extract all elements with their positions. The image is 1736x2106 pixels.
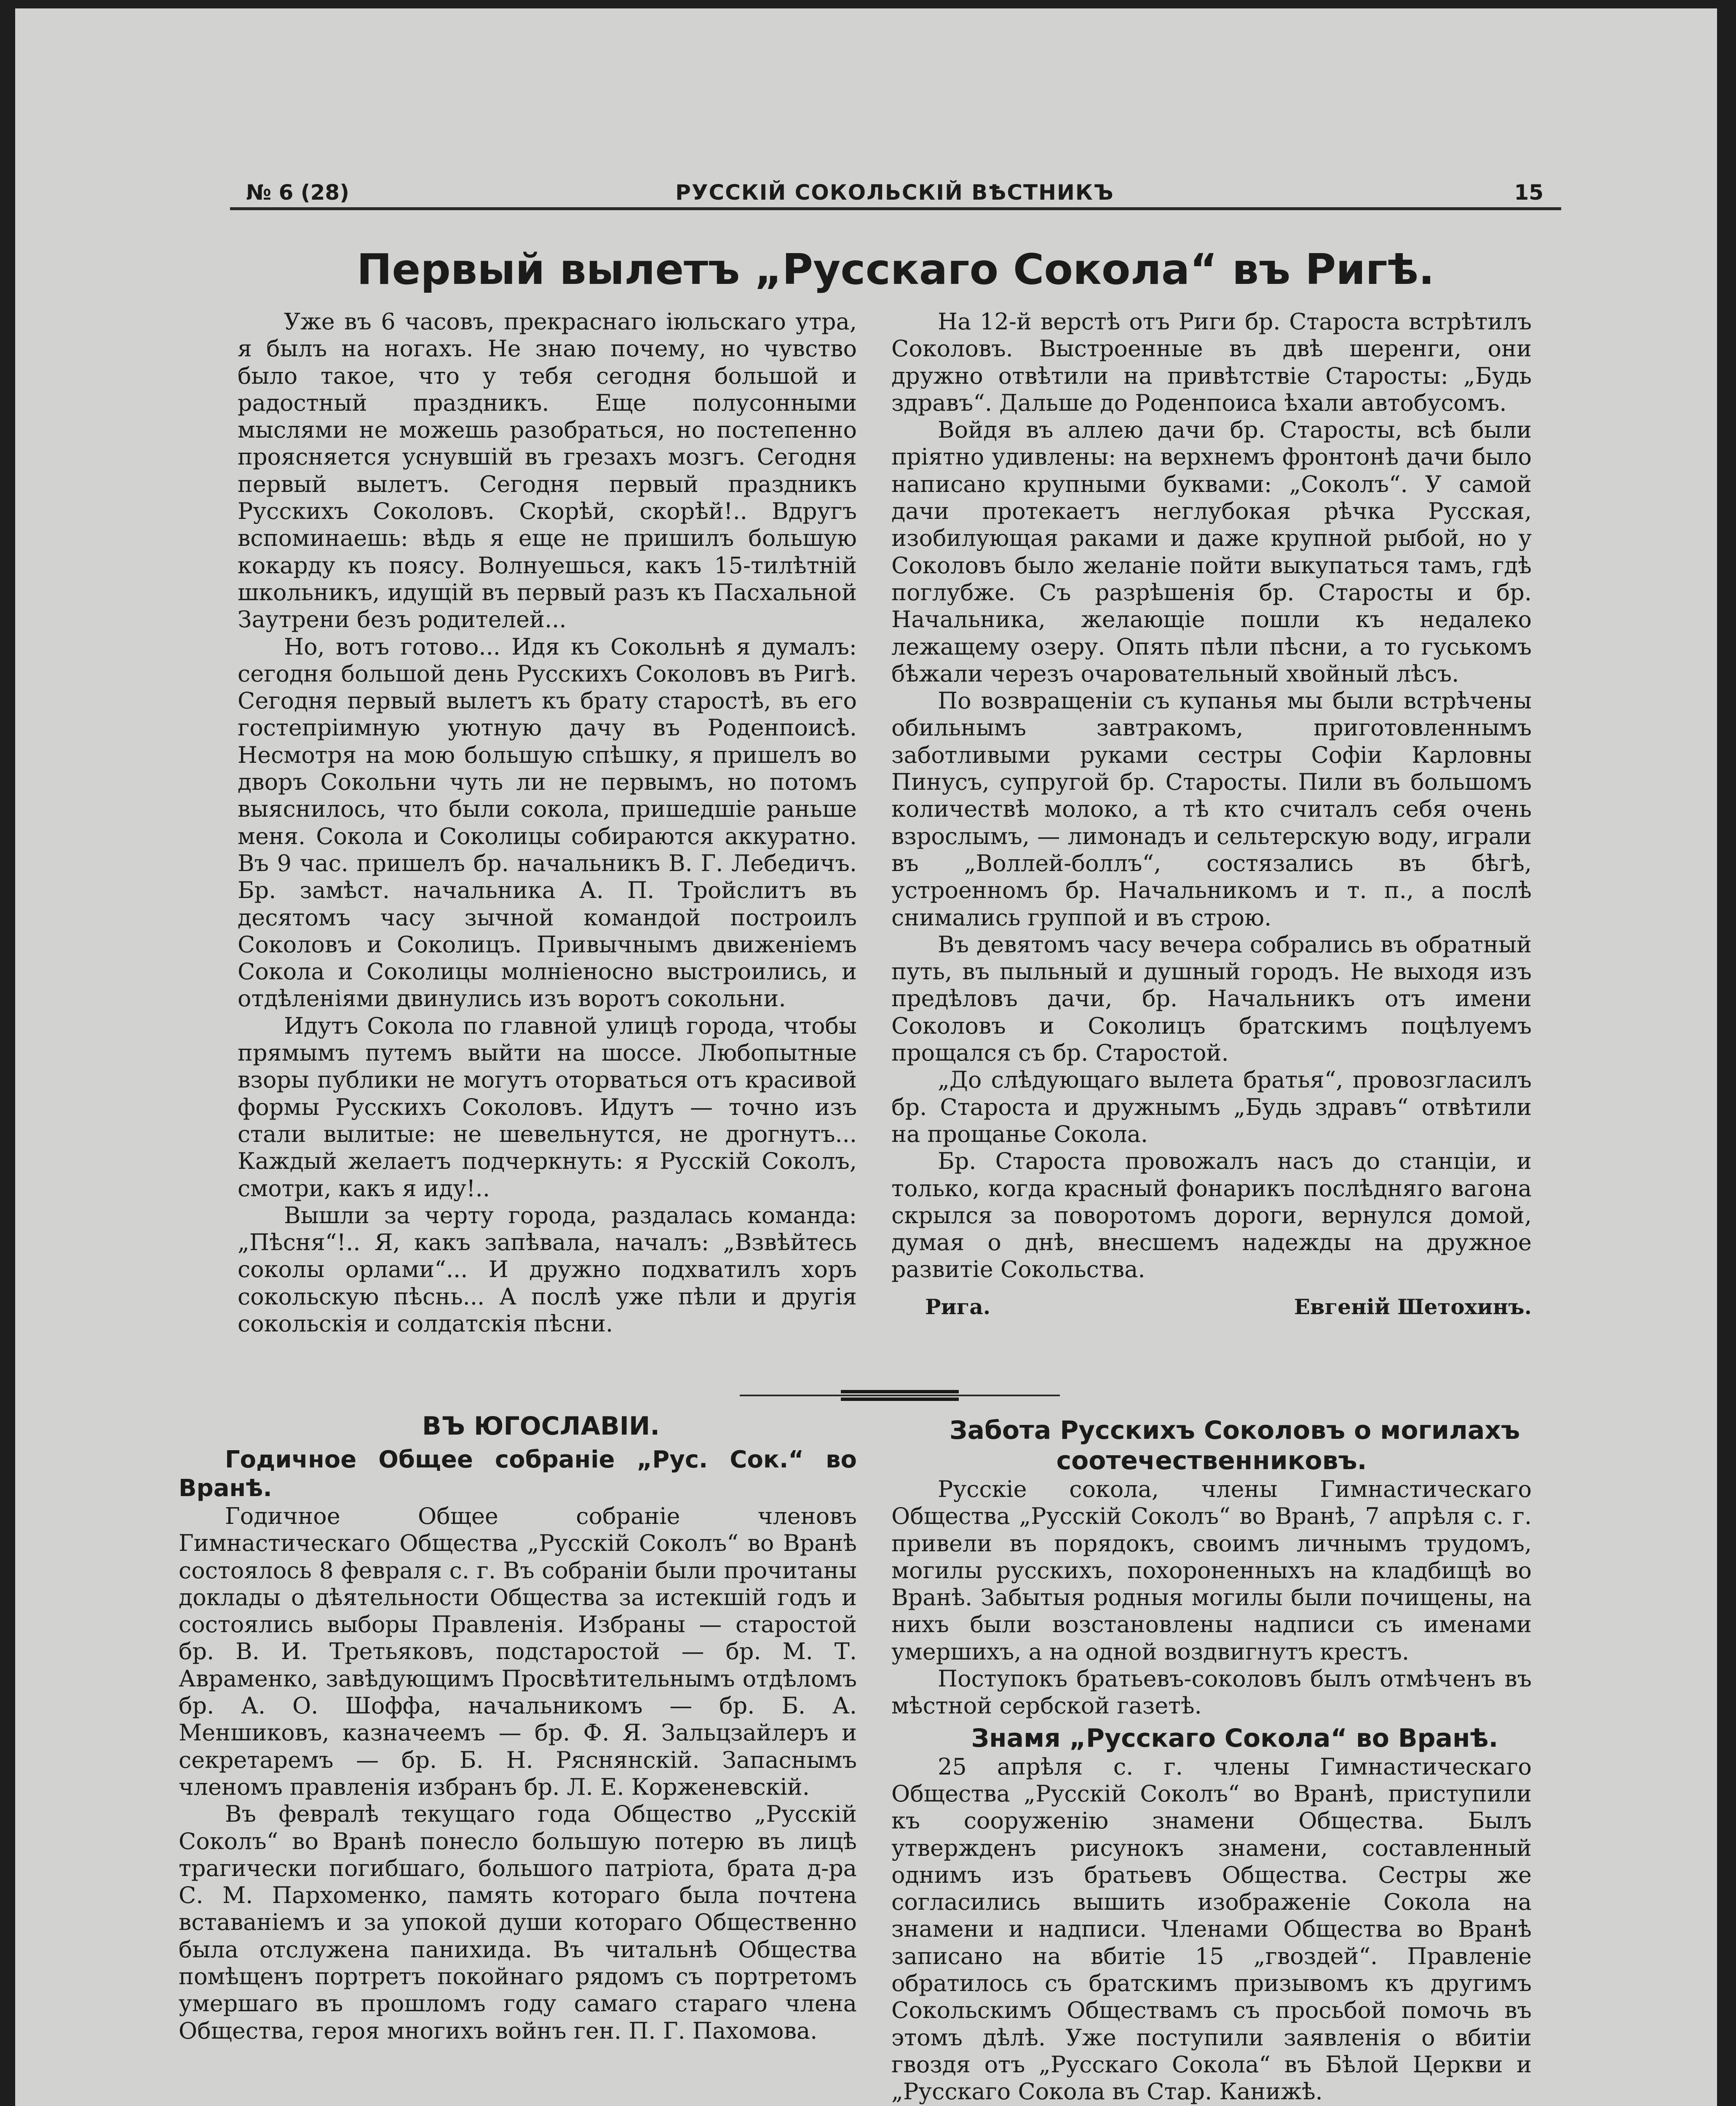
paragraph: 25 апрѣля с. г. члены Гимнастическаго Общества „Русскiй Соколъ“ во Вранѣ, приступили къ сооруженiю знамени Общества. Былъ утвержденъ рисунокъ знамени, составленный однимъ изъ братьевъ Общества. Сестры же согласились вышить изображенiе Сокола на знамени и надписи. Членами Общества во Вранѣ записано на вбитiе 15 „гвоздей“. Правленiе обратилось съ братскимъ призывомъ къ другимъ Сокольскимъ Обществамъ съ просьбой помочь въ этомъ дѣлѣ. Уже поступили заявленiя о вбитiи гвоздя отъ „Русскаго Сокола“ въ Бѣлой Церкви и „Русскаго Сокола въ Стар. Канижѣ. — [891, 1753, 1532, 2105]
paragraph: Идутъ Сокола по главной улицѣ города, чтобы прямымъ путемъ выйти на шоссе. Любопытные взоры публики не могутъ оторваться отъ красивой формы Русскихъ Соколовъ. Идутъ — точно изъ стали вылитые: не шевельнутся, не дрогнутъ... Каждый желаетъ подчеркнуть: я Русскiй Соколъ, смотри, какъ я иду!.. — [238, 1012, 857, 1202]
paragraph: Войдя въ аллею дачи бр. Старосты, всѣ были прiятно удивлены: на верхнемъ фронтонѣ дачи было написано крупными буквами: „Соколъ“. У самой дачи протекаетъ неглубокая рѣчка Русская, изобилующая раками и даже крупной рыбой, но у Соколовъ было желанiе пойти выкупаться тамъ, гдѣ поглубже. Съ разрѣшенiя бр. Старосты и бр. Начальника, желающiе пошли къ недалеко лежащему озеру. Опять пѣли пѣсни, а то гуськомъ бѣжали черезъ очаровательный хвойный лѣсъ. — [891, 417, 1532, 687]
header-rule — [230, 207, 1561, 210]
paragraph: Въ девятомъ часу вечера собрались въ обратный путь, въ пыльный и душный городъ. Не выходя изъ предѣловъ дачи, бр. Начальникъ отъ имени Соколовъ и Соколицъ братскимъ поцѣлуемъ прощался съ бр. Старостой. — [891, 931, 1532, 1066]
paragraph: Русскiе сокола, члены Гимнастическаго Общества „Русскiй Соколъ“ во Вранѣ, 7 апрѣля с. г. привели въ порядокъ, своимъ личнымъ трудомъ, могилы русскихъ, похороненныхъ на кладбищѣ во Вранѣ. Забытыя родныя могилы были почищены, на нихъ были возстановлены надписи съ именами умершихъ, а на одной воздвигнутъ крестъ. — [891, 1476, 1532, 1665]
yugoslavia-left-column — [179, 1411, 857, 2045]
paragraph: Въ февралѣ текущаго года Общество „Русскiй Соколъ“ во Вранѣ понесло большую потерю въ лицѣ трагически погибшаго, большого патрiота, брата д-ра С. М. Пархоменко, память котораго была почтена вставанiемъ и за упокой души котораго Общественно была отслужена панихида. Въ читальнѣ Общества помѣщенъ портретъ покойнаго рядомъ съ портретомъ умершаго въ прошломъ году самаго стараго члена Общества, героя многихъ войнъ ген. П. Г. Пахомова. — [179, 1801, 857, 2044]
paragraph: Вышли за черту города, раздалась команда: „Пѣсня“!.. Я, какъ запѣвала, началъ: „Взвѣйтесь соколы орлами“... И дружно подхватилъ хоръ сокольскую пѣснь... А послѣ уже пѣли и другiя сокольскiя и солдатскiя пѣсни. — [238, 1202, 857, 1337]
paragraph: Бр. Староста провожалъ насъ до станцiи, и только, когда красный фонарикъ послѣдняго вагона скрылся за поворотомъ дороги, вернулся домой, думая о днѣ, внесшемъ надежды на дружное развитiе Сокольства. — [891, 1148, 1532, 1283]
paragraph: Годичное Общее собранiе членовъ Гимнастическаго Общества „Русскiй Соколъ“ во Вранѣ состоялось 8 февраля с. г. Въ собранiи были прочитаны доклады о дѣятельности Общества за истекшiй годъ и состоялись выборы Правленiя. Избраны — старостой бр. В. И. Третьяковъ, подстаростой — бр. М. Т. Авраменко, завѣдующимъ Просвѣтительнымъ отдѣломъ бр. А. О. Шоффа, начальникомъ — бр. Б. А. Меншиковъ, казначеемъ — бр. Ф. Я. Зальцзайлеръ и секретаремъ — бр. Б. Н. Ряснянскiй. Запаснымъ членомъ правленiя избранъ бр. Л. Е. Корженевскiй. — [179, 1503, 857, 1800]
paragraph: Поступокъ братьевъ-соколовъ былъ отмѣченъ въ мѣстной сербской газетѣ. — [891, 1665, 1532, 1719]
subheading-annual-meeting: Годичное Общее собранiе „Рус. Сок.“ во Вранѣ. — [179, 1446, 857, 1502]
paragraph: „До слѣдующаго вылета братья“, провозгласилъ бр. Староста и дружнымъ „Будь здравъ“ отвѣтили на прощанье Сокола. — [891, 1066, 1532, 1147]
journal-name: РУССКIЙ СОКОЛЬСКIЙ ВѢСТНИКЪ — [675, 180, 1114, 205]
signature-place: Рига. — [925, 1294, 991, 1319]
yugoslavia-right-column — [891, 1415, 1532, 2106]
article1-left-column — [238, 308, 857, 1337]
section-heading: ВЪ ЮГОСЛАВIИ. — [422, 1411, 660, 1441]
article-title: Первый вылетъ „Русскаго Сокола“ въ Ригѣ. — [356, 245, 1435, 294]
paragraph: По возвращенiи съ купанья мы были встрѣчены обильнымъ завтракомъ, приготовленнымъ заботливыми руками сестры Софiи Карловны Пинусъ, супругой бр. Старосты. Пили въ большомъ количествѣ молоко, а тѣ кто считалъ себя очень взрослымъ, — лимонадъ и сельтерскую воду, играли въ „Воллей-боллъ“, состязались въ бѣгѣ, устроенномъ бр. Начальникомъ и т. п., а послѣ снимались группой и въ строю. — [891, 687, 1532, 931]
article1-right-column — [891, 308, 1532, 1320]
running-header — [229, 180, 1560, 206]
newspaper-page — [15, 8, 1717, 2106]
subheading-graves: Забота Русскихъ Соколовъ о могилахъ соотечественниковъ. — [949, 1416, 1520, 1475]
paragraph: Уже въ 6 часовъ, прекраснаго iюльскаго утра, я былъ на ногахъ. Не знаю почему, но чувство было такое, что у тебя сегодня большой и радостный праздникъ. Еще полусонными мыслями не можешь разобраться, но постепенно проясняется уснувшiй въ грезахъ мозгъ. Сегодня первый вылетъ. Сегодня первый праздникъ Русскихъ Соколовъ. Скорѣй, скорѣй!.. Вдругъ вспоминаешь: вѣдь я еще не пришилъ большую кокарду къ поясу. Волнуешься, какъ 15-тилѣтнiй школьникъ, идущiй въ первый разъ къ Пасхальной Заутрени безъ родителей... — [238, 308, 857, 633]
paragraph: Но, вотъ готово... Идя къ Сокольнѣ я думалъ: сегодня большой день Русскихъ Соколовъ въ Ригѣ. Сегодня первый вылетъ къ брату старостѣ, въ его гостепрiимную уютную дачу въ Роденпоисѣ. Несмотря на мою большую спѣшку, я пришелъ во дворъ Сокольни чуть ли не первымъ, но потомъ выяснилось, что были сокола, пришедшiе раньше меня. Сокола и Соколицы собираются аккуратно. Въ 9 час. пришелъ бр. начальникъ В. Г. Лебедичъ. Бр. замѣст. начальника А. П. Тройслитъ въ десятомъ часу зычной командой построилъ Соколовъ и Соколицъ. Привычнымъ движенiемъ Сокола и Соколицы молнiеносно выстроились, и отдѣленiями двинулись изъ воротъ сокольни. — [238, 633, 857, 1012]
subheading-banner: Знамя „Русскаго Сокола“ во Вранѣ. — [971, 1723, 1498, 1753]
page-number: 15 — [1514, 180, 1543, 205]
paragraph: На 12-й верстѣ отъ Риги бр. Староста встрѣтилъ Соколовъ. Выстроенные въ двѣ шеренги, они дружно отвѣтили на привѣтствiе Старосты: „Будь здравъ“. Дальше до Роденпоиса ѣхали автобусомъ. — [891, 308, 1532, 416]
signature-name: Евгенiй Шетохинъ. — [1294, 1294, 1532, 1319]
signature — [891, 1294, 1532, 1320]
section-divider-ornament — [740, 1390, 1060, 1401]
issue-number: № 6 (28) — [246, 180, 350, 205]
